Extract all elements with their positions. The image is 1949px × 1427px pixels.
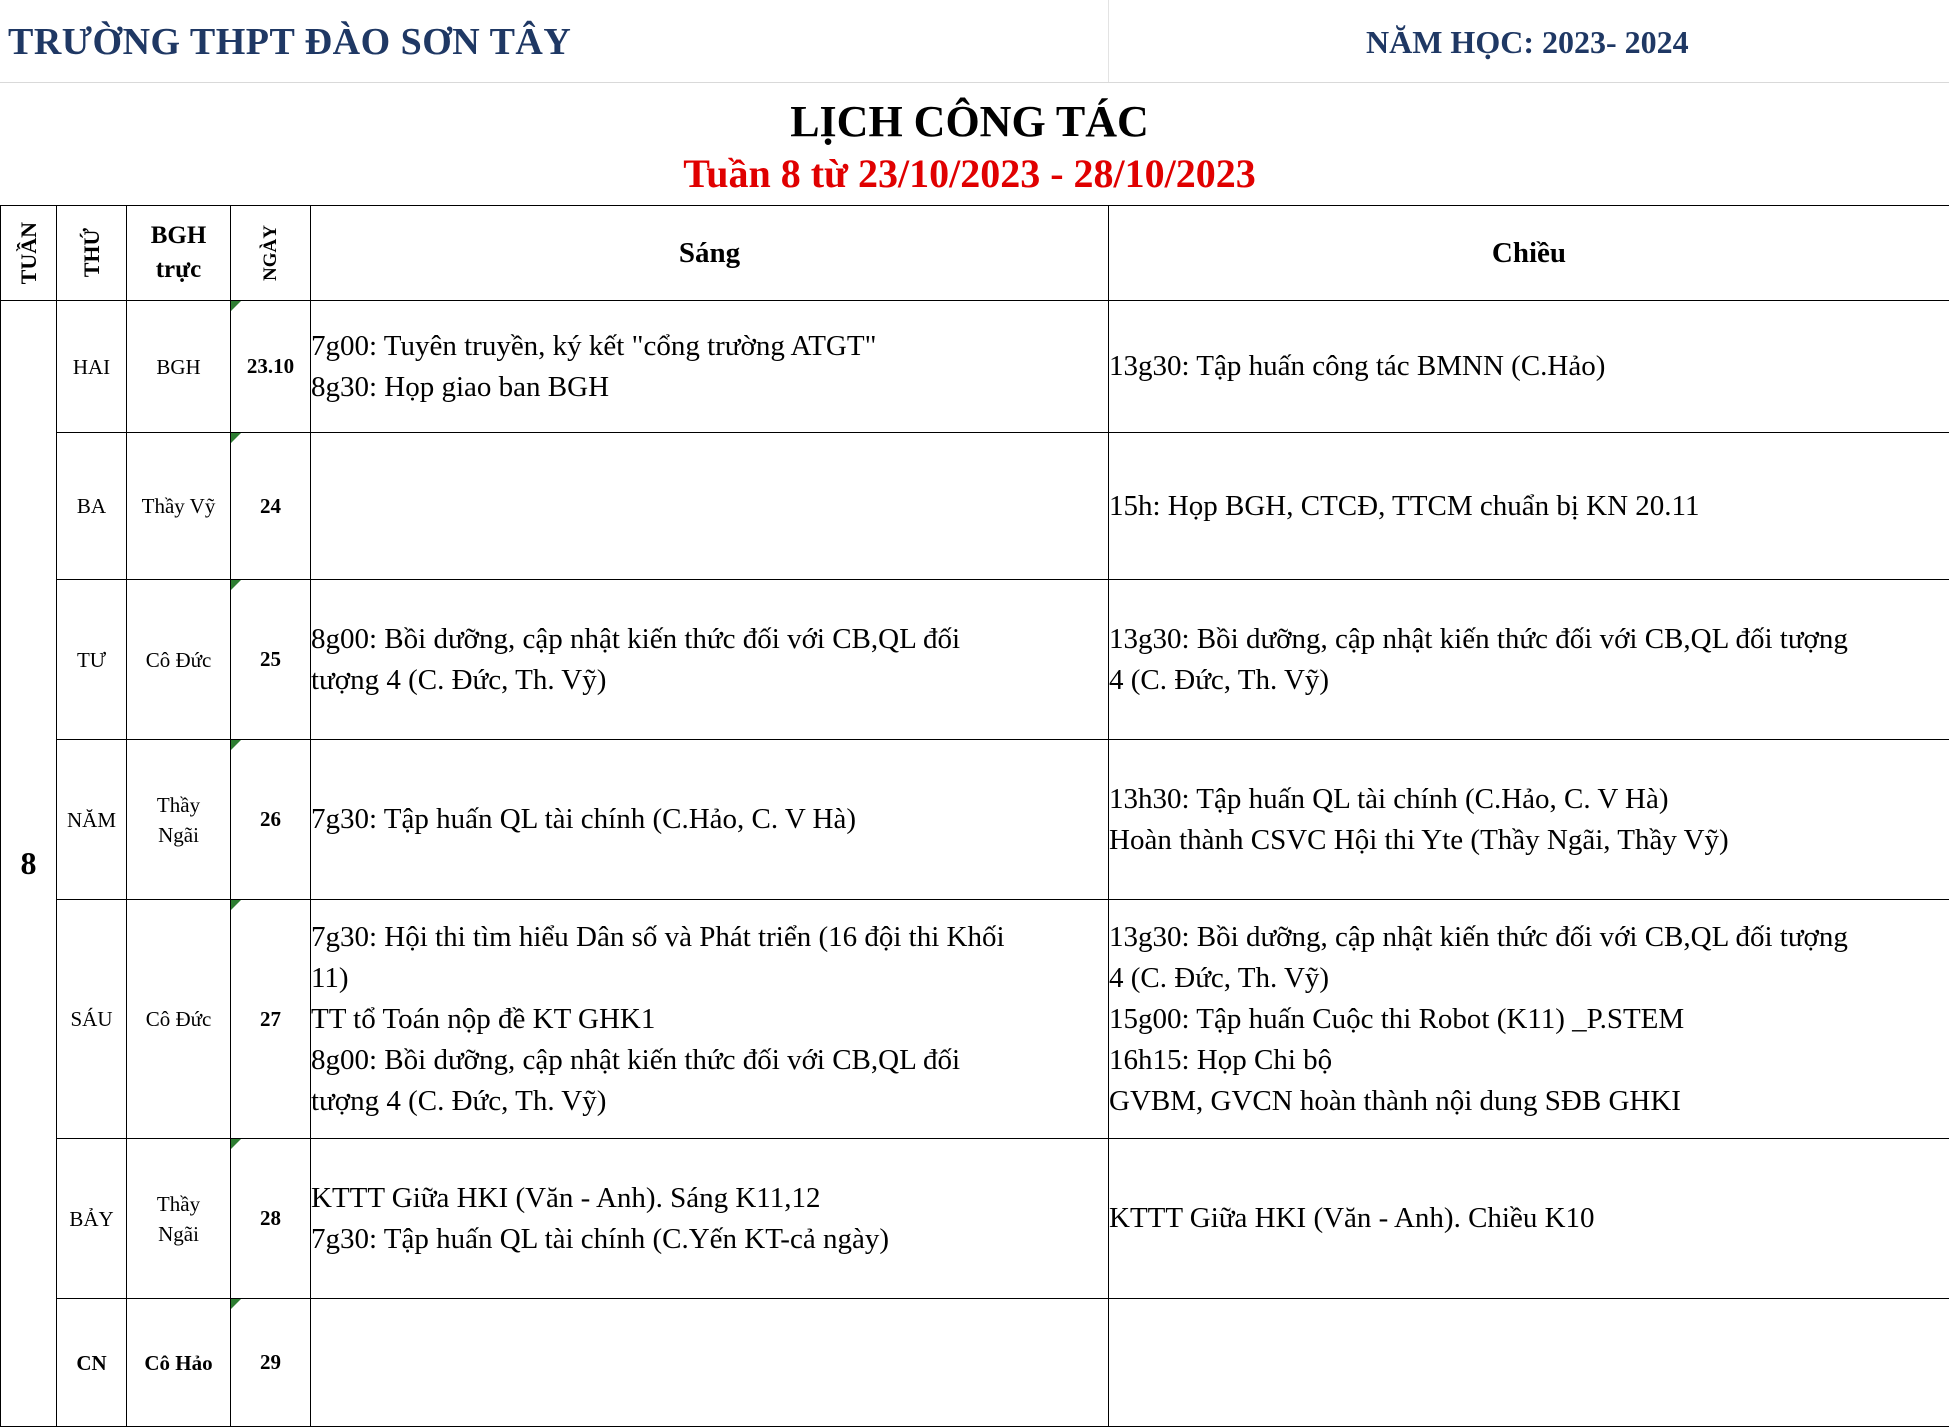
table-row <box>1 740 1949 900</box>
day-cell: NĂM <box>57 740 127 900</box>
day-cell: HAI <box>57 301 127 433</box>
morning-cell: 7g30: Tập huấn QL tài chính (C.Hảo, C. V Hà) <box>311 740 1109 900</box>
date-cell: 25 <box>231 580 311 740</box>
col-afternoon-header: Chiều <box>1109 206 1949 301</box>
header-divider <box>1108 0 1109 82</box>
morning-cell: 8g00: Bồi dưỡng, cập nhật kiến thức đối với CB,QL đối tượng 4 (C. Đức, Th. Vỹ) <box>311 580 1109 740</box>
date-cell: 28 <box>231 1139 311 1299</box>
col-date-header: NGÀY <box>231 206 311 301</box>
table-row <box>1 1139 1949 1299</box>
morning-cell <box>311 433 1109 580</box>
col-week-header: TUẦN <box>1 206 57 301</box>
header-bar <box>0 0 1949 83</box>
schedule-table <box>0 205 1949 1427</box>
duty-cell: Thầy Ngãi <box>127 1139 231 1299</box>
table-header-row <box>1 206 1949 301</box>
duty-cell: Thầy Ngãi <box>127 740 231 900</box>
morning-cell: 7g00: Tuyên truyền, ký kết "cổng trường ATGT" 8g30: Họp giao ban BGH <box>311 301 1109 433</box>
date-cell: 26 <box>231 740 311 900</box>
col-day-header: THỨ <box>57 206 127 301</box>
day-cell: BA <box>57 433 127 580</box>
duty-cell: Cô Hảo <box>127 1299 231 1427</box>
week-number: 8 <box>1 301 57 1427</box>
afternoon-cell: 13g30: Bồi dưỡng, cập nhật kiến thức đối với CB,QL đối tượng 4 (C. Đức, Th. Vỹ) <box>1109 580 1949 740</box>
page-title: LỊCH CÔNG TÁC <box>0 96 1939 147</box>
duty-cell: BGH <box>127 301 231 433</box>
day-cell: SÁU <box>57 900 127 1139</box>
date-cell: 24 <box>231 433 311 580</box>
day-cell: TƯ <box>57 580 127 740</box>
date-cell: 27 <box>231 900 311 1139</box>
col-morning-header: Sáng <box>311 206 1109 301</box>
morning-cell: 7g30: Hội thi tìm hiểu Dân số và Phát triển (16 đội thi Khối 11) TT tổ Toán nộp đề KT GHK1 8g00: Bồi dưỡng, cập nhật kiến thức đối với CB,QL đối tượng 4 (C. Đức, Th. Vỹ) <box>311 900 1109 1139</box>
afternoon-cell: KTTT Giữa HKI (Văn - Anh). Chiều K10 <box>1109 1139 1949 1299</box>
duty-cell: Thầy Vỹ <box>127 433 231 580</box>
afternoon-cell: 15h: Họp BGH, CTCĐ, TTCM chuẩn bị KN 20.11 <box>1109 433 1949 580</box>
day-cell: CN <box>57 1299 127 1427</box>
date-cell: 23.10 <box>231 301 311 433</box>
col-duty-header: BGH trực <box>127 206 231 301</box>
morning-cell <box>311 1299 1109 1427</box>
table-row <box>1 900 1949 1139</box>
table-row <box>1 433 1949 580</box>
school-year: NĂM HỌC: 2023- 2024 <box>1366 24 1689 61</box>
afternoon-cell: 13g30: Bồi dưỡng, cập nhật kiến thức đối với CB,QL đối tượng 4 (C. Đức, Th. Vỹ) 15g00: Tập huấn Cuộc thi Robot (K11) _P.STEM 16h15: Họp Chi bộ GVBM, GVCN hoàn thành nội dung SĐB GHKI <box>1109 900 1949 1139</box>
duty-cell: Cô Đức <box>127 900 231 1139</box>
duty-cell: Cô Đức <box>127 580 231 740</box>
afternoon-cell: 13g30: Tập huấn công tác BMNN (C.Hảo) <box>1109 301 1949 433</box>
day-cell: BẢY <box>57 1139 127 1299</box>
table-row <box>1 580 1949 740</box>
table-row <box>1 1299 1949 1427</box>
date-cell: 29 <box>231 1299 311 1427</box>
school-name: TRƯỜNG THPT ĐÀO SƠN TÂY <box>8 20 571 64</box>
table-row <box>1 301 1949 433</box>
week-range: Tuần 8 từ 23/10/2023 - 28/10/2023 <box>0 150 1939 197</box>
afternoon-cell: 13h30: Tập huấn QL tài chính (C.Hảo, C. V Hà) Hoàn thành CSVC Hội thi Yte (Thầy Ngãi, Thầy Vỹ) <box>1109 740 1949 900</box>
morning-cell: KTTT Giữa HKI (Văn - Anh). Sáng K11,12 7g30: Tập huấn QL tài chính (C.Yến KT-cả ngày) <box>311 1139 1109 1299</box>
afternoon-cell <box>1109 1299 1949 1427</box>
